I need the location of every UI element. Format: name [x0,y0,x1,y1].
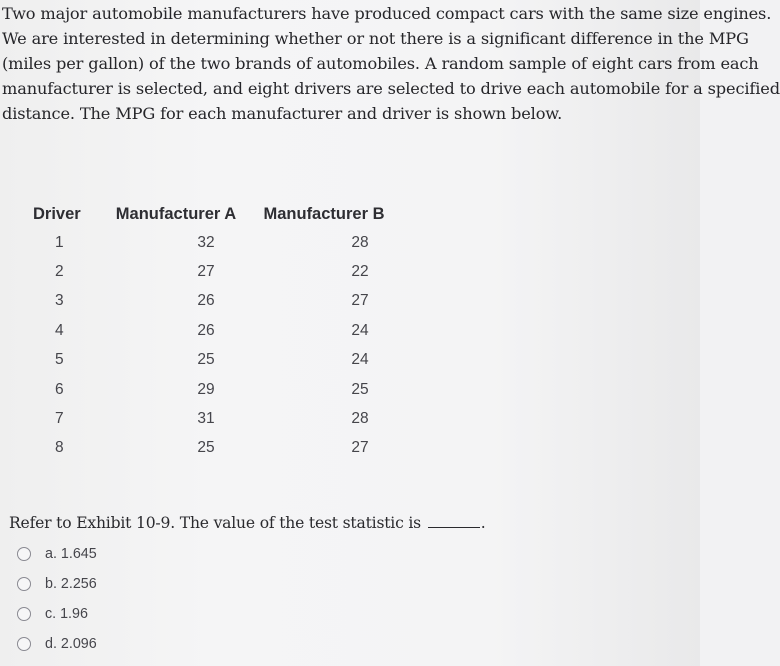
manufacturer-a-cell: 26 [197,292,215,310]
problem-line: distance. The MPG for each manufacturer and driver is shown below. [2,104,563,123]
table-row [27,287,390,316]
option-c[interactable] [17,599,97,629]
problem-line: (miles per gallon) of the two brands of automobiles. A random sample of eight cars from each [2,54,759,73]
manufacturer-b-cell: 28 [351,233,369,251]
header-driver: Driver [33,205,81,223]
question-end-punct: . [480,514,486,532]
manufacturer-a-cell: 31 [197,410,215,428]
radio-button-icon[interactable] [17,637,31,651]
problem-line: manufacturer is selected, and eight drivers are selected to drive each automobile for a specified [2,79,780,98]
table-row [27,346,390,375]
problem-line: Two major automobile manufacturers have produced compact cars with the same size engines. [2,4,772,23]
manufacturer-a-cell: 25 [197,351,215,369]
option-label[interactable]: b. 2.256 [45,576,97,592]
problem-statement [2,1,780,126]
question-prompt [9,511,486,535]
option-d[interactable] [17,629,97,659]
header-manufacturer-a: Manufacturer A [115,205,237,223]
question-text: Refer to Exhibit 10-9. The value of the test statistic is [9,514,421,532]
header-manufacturer-b: Manufacturer B [263,205,385,223]
driver-cell: 4 [55,321,64,339]
option-label[interactable]: d. 2.096 [45,636,97,652]
manufacturer-b-cell: 24 [351,351,369,369]
option-a[interactable] [17,539,97,569]
radio-button-icon[interactable] [17,547,31,561]
table-row [27,316,390,345]
manufacturer-b-cell: 22 [351,263,369,281]
option-label[interactable]: a. 1.645 [45,546,97,562]
radio-button-icon[interactable] [17,607,31,621]
manufacturer-b-cell: 28 [351,410,369,428]
driver-cell: 6 [55,380,64,398]
manufacturer-b-cell: 25 [351,380,369,398]
option-b[interactable] [17,569,97,599]
driver-cell: 2 [55,263,64,281]
problem-line: We are interested in determining whether or not there is a significant difference in the MPG [2,29,749,48]
answer-options [17,539,97,659]
manufacturer-b-cell: 24 [351,321,369,339]
driver-cell: 1 [55,233,64,251]
manufacturer-a-cell: 32 [197,233,215,251]
table-row [27,228,390,257]
manufacturer-b-cell: 27 [351,292,369,310]
manufacturer-a-cell: 27 [197,263,215,281]
driver-cell: 5 [55,351,64,369]
table-row [27,375,390,404]
answer-blank [428,513,480,528]
table-row [27,434,390,463]
driver-cell: 3 [55,292,64,310]
manufacturer-a-cell: 26 [197,321,215,339]
manufacturer-a-cell: 29 [197,380,215,398]
manufacturer-b-cell: 27 [351,439,369,457]
option-label[interactable]: c. 1.96 [45,606,88,622]
radio-button-icon[interactable] [17,577,31,591]
mpg-table [27,201,390,463]
table-row [27,404,390,433]
driver-cell: 7 [55,410,64,428]
manufacturer-a-cell: 25 [197,439,215,457]
table-header-row [27,201,390,228]
driver-cell: 8 [55,439,64,457]
table-row [27,257,390,286]
